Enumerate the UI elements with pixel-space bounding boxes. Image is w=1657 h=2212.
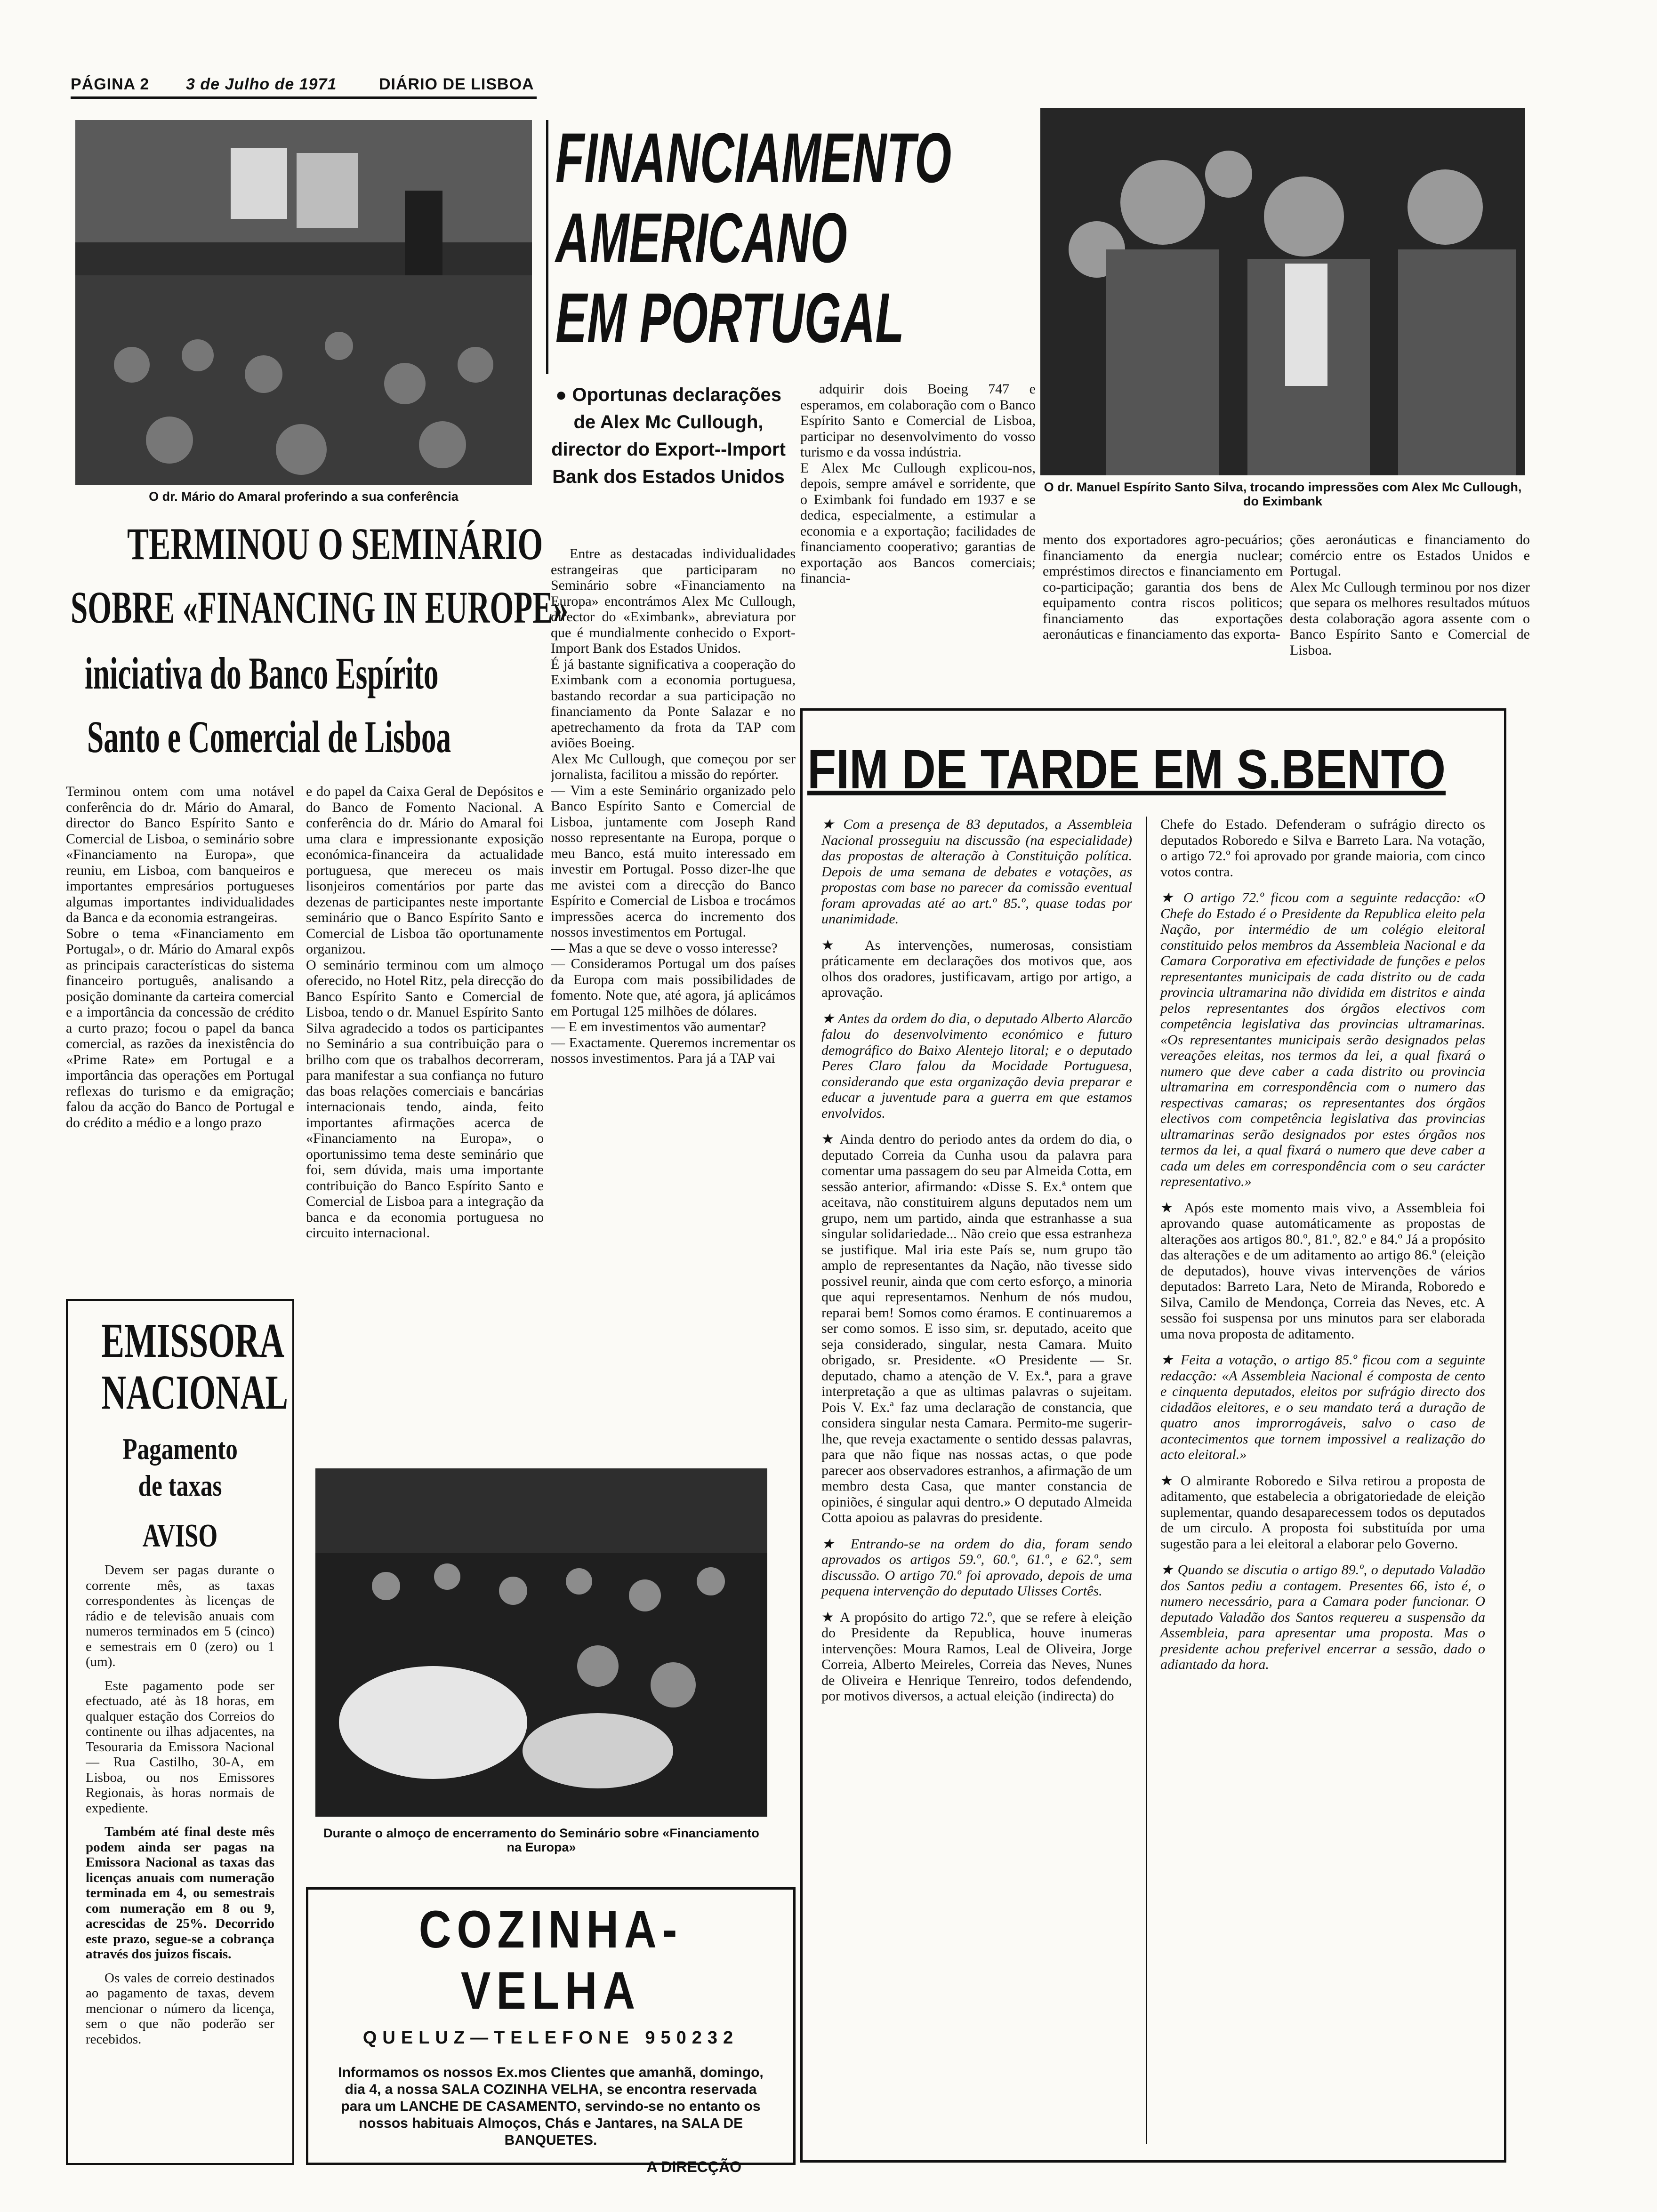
financiamento-col-c: mento dos exportadores agro-pecuários; financiamento da energia nuclear; empréstimos directos e financiamento em co-participação; garantia dos bens de equipamento contra riscos politicos; financiamento das exportações aeronáuticas e financiamento das exporta- — [1043, 532, 1283, 642]
bento-item: ★ Feita a votação, o artigo 85.º ficou com a seguinte redacção: «A Assembleia Nacional é composta de cento e cinquenta deputados, eleitos por sufrágio directo dos cidadãos eleitores, e o seu mandato terá a duração de quatro anos improrrogáveis, salvo o caso de acontecimentos que tornem impossivel a realização do acto eleitoral.» — [1160, 1352, 1485, 1463]
emissora-title-1: EMISSORA — [101, 1314, 284, 1368]
bento-item: ★ O almirante Roboredo e Silva retirou a proposta de aditamento, que estabelecia a obrigatoriedade de eleição suplementar, quando desaparecessem todos os deputados de um circulo. A proposta foi substituída por uma sugestão para a lei eleitoral a elaborar pelo Governo. — [1160, 1473, 1485, 1552]
bento-article-box — [800, 708, 1506, 2163]
issue-date: 3 de Julho de 1971 — [186, 75, 337, 93]
emissora-paragraph-1: Devem ser pagas durante o corrente mês, as taxas correspondentes às licenças de rádio e de televisão anuais com numeros terminados em 5 (cinco) e semestrais em 0 (zero) ou 1 (um). — [86, 1563, 274, 1669]
seminar-headline-line2: SOBRE «FINANCING IN EUROPE» — [71, 582, 569, 633]
financiamento-dek-text: Oportunas declarações de Alex Mc Cullough, director do Export--Import Bank dos Estados Unidos — [551, 385, 786, 487]
page-number: PÁGINA 2 — [71, 75, 150, 93]
cozinha-velha-ad-box — [306, 1887, 796, 2175]
cozinha-velha-title: COZINHA-VELHA — [418, 1900, 683, 2020]
emissora-aviso: AVISO — [142, 1518, 218, 1554]
emissora-paragraph-2: Este pagamento pode ser efectuado, até às 18 horas, em qualquer estação dos Correios do continente ou ilhas adjacentes, na Tesouraria da Emissora Nacional — Rua Castilho, 30-A, em Lisboa, ou nos Emissores Regionais, às horas normais de expediente. — [86, 1678, 274, 1816]
financiamento-col-d: ções aeronáuticas e financiamento do comércio entre os Estados Unidos e Portugal. Alex Mc Cullough terminou por nos dizer que separa os melhores resultados mútuos desta colaboração agora assente com o Banco Espírito Santo e Comercial de Lisboa. — [1290, 532, 1530, 658]
headline-side-rule — [546, 120, 548, 374]
bento-item: ★ Entrando-se na ordem do dia, foram sendo aprovados os artigos 59.º, 60.º, 61.º, e 62.º, sem discussão. O artigo 70.º foi aprovado, depois de uma pequena intervenção do deputado Ulisses Cortês. — [821, 1536, 1132, 1599]
bento-item: ★ Após este momento mais vivo, a Assembleia foi aprovando quase automáticamente as propostas de alterações aos artigos 80.º, 81.º, 82.º e 84.º Já a propósito das alterações e de um aditamento ao artigo 86.º (eleição de deputados), houve vivas intervenções de vários deputados: Barreto Lara, Neto de Miranda, Roboredo e Silva, Camilo de Mendonça, Correia das Neves, etc. A sessão foi suspensa por uns minutos para ser elaborada uma nova proposta de aditamento. — [1160, 1200, 1485, 1342]
seminar-article-col1: Terminou ontem com uma notável conferência do dr. Mário do Amaral, director do Banco Espírito Santo e Comercial de Lisboa, o seminário sobre «Financiamento na Europa», que reuniu, em Lisboa, com banqueiros e importantes empresários portugueses algumas importantes individualidades da Banca e da economia estrangeiras. Sobre o tema «Financiamento em Portugal», o dr. Mário do Amaral expôs as principais características do sistema financeiro português, analisando a posição dominante da carteira comercial e a importância da concessão de crédito a curto prazo; focou o papel da banca comercial, as razões da inexistência do «Prime Rate» em Portugal e a importância das operações em Portugal reflexas do turismo e da emigração; falou da acção do Banco de Portugal e do crédito a médio e a longo prazo — [66, 784, 294, 1130]
lunch-photo — [315, 1468, 767, 1817]
financiamento-col-a: Entre as destacadas individualidades estrangeiras que participaram no Seminário sobre «Financiamento na Europa» encontrámos Alex Mc Cullough, director do «Eximbank», abreviatura por que é mundialmente conhecido o Export-Import Bank dos Estados Unidos. É já bastante significativa a cooperação do Eximbank com a economia portuguesa, bastando recordar a sua participação no financiamento da Ponte Salazar e no apetrechamento da frota da TAP com aviões Boeing. Alex Mc Cullough, que começou por ser jornalista, facilitou a missão do repórter. — Vim a este Seminário organizado pelo Banco Espírito Santo e Comercial de Lisboa, juntamente com Joseph Rand nosso representante na Europa, porque o meu Banco, está muito interessado em investir em Portugal. Posso dizer-lhe que me avistei com a direcção do Banco Espírito e Comercial de Lisboa e trocámos impressões acerca do incremento dos nossos investimentos em Portugal. — Mas a que se deve o vosso interesse? — Consideramos Portugal um dos países da Europa com mais possibilidades de fomento. Note que, até agora, já aplicámos em Portugal 125 milhões de dólares. — E em investimentos vão aumentar? — Exactamente. Queremos incrementar os nossos investimentos. Para já a TAP vai — [551, 546, 796, 1066]
financiamento-col-b: adquirir dois Boeing 747 e esperamos, em colaboração com o Banco Espírito Santo e Comercial de Lisboa, participar no desenvolvimento do vosso turismo e da vossa indústria. E Alex Mc Cullough explicou-nos, depois, sempre amável e sorridente, que o Eximbank foi fundado em 1937 e se dedica, especialmente, a estimular a economia e a exportação; facilidades de financiamento cooperativo; garantias de exportação aos Bancos comerciais; financia- — [800, 381, 1036, 586]
bento-headline: FIM DE TARDE EM S.BENTO — [807, 738, 1446, 801]
emissora-paragraph-3: Também até final deste mês podem ainda ser pagas na Emissora Nacional as taxas das licenças anuais com numeração terminada em 4, ou semestrais com numeração em 8 ou 9, acrescidas de 25%. Decorrido este prazo, segue-se a cobrança através dos juizos fiscais. — [86, 1824, 274, 1962]
bullet-icon: ● — [555, 385, 567, 405]
emissora-sub-1: Pagamento — [122, 1432, 238, 1466]
financiamento-dek — [551, 381, 786, 490]
seminar-photo-caption: O dr. Mário do Amaral proferindo a sua conferência — [149, 489, 458, 504]
bento-item: ★ Antes da ordem do dia, o deputado Alberto Alarcão falou do desenvolvimento económico e futuro demográfico do Baixo Alentejo litoral; e o deputado Peres Claro falou da Mocidade Portuguesa, considerando que esta organização devia preparar e educar a juventude para a guerra em que estamos envolvidos. — [821, 1011, 1132, 1122]
eximbank-photo — [1040, 108, 1525, 475]
bento-column-rule — [1146, 817, 1152, 2144]
cozinha-velha-signature: A DIRECÇÃO — [646, 2158, 741, 2175]
financiamento-headline-line1: FINANCIAMENTO — [555, 118, 952, 197]
bento-right-top: Chefe do Estado. Defenderam o sufrágio directo os deputados Roboredo e Silva e Barreto Lara. Na votação, o artigo 72.º foi aprovado por grande maioria, com cinco votos contra. — [1160, 817, 1485, 880]
emissora-ad-box — [66, 1299, 294, 2165]
bento-item: ★ Quando se discutia o artigo 89.º, o deputado Valadão dos Santos pediu a contagem. Presentes 66, isto é, o numero necessário, para a Camara poder funcionar. O deputado Valadão dos Santos requereu a suspensão da Assembleia, para apresentar uma proposta. Mas o presidente achou preferivel encerrar a sessão, dado o adiantado da hora. — [1160, 1562, 1485, 1673]
bento-item: ★ As intervenções, numerosas, consistiam práticamente em declarações dos motivos que, aos olhos dos oradores, justificavam, artigo por artigo, a aprovação. — [821, 938, 1132, 1001]
header-rule — [71, 96, 537, 99]
emissora-title-2: NACIONAL — [101, 1365, 288, 1419]
emissora-sub-2: de taxas — [138, 1469, 222, 1502]
seminar-photo — [75, 120, 532, 485]
cozinha-velha-body: Informamos os nossos Ex.mos Clientes que amanhã, domingo, dia 4, a nossa SALA COZINHA VELHA, se encontra reservada para um LANCHE DE CASAMENTO, servindo-se no entanto os nossos habituais Almoços, Chás e Jantares, na SALA DE BANQUETES. — [338, 2065, 764, 2148]
seminar-article-col2: e do papel da Caixa Geral de Depósitos e do Banco de Fomento Nacional. A conferência do dr. Mário do Amaral foi uma clara e impressionante exposição económica-financeira da actualidade portuguesa, que mereceu os mais lisonjeiros comentários por parte das dezenas de participantes neste importante seminário que o Banco Espírito Santo e Comercial de Lisboa tão oportunamente organizou. O seminário terminou com um almoço oferecido, no Hotel Ritz, pela direcção do Banco Espírito Santo e Comercial de Lisboa, tendo o dr. Manuel Espírito Santo Silva agradecido a todos os participantes no Seminário a sua contribuição para o brilho com que os trabalhos decorreram, para manifestar a sua confiança no futuro das boas relações comerciais e bancárias internacionais tendo, ainda, feito importantes afirmações acerca de «Financiamento na Europa», o oportunissimo tema deste seminário que foi, sem dúvida, mais uma importante contribuição do Banco Espírito Santo e Comercial de Lisboa para a integração da banca e da economia portuguesa no circuito internacional. — [306, 784, 544, 1241]
bento-left-column — [821, 817, 1132, 1715]
emissora-paragraph-4: Os vales de correio destinados ao pagamento de taxas, devem mencionar o número da licença, sem o que não poderão ser recebidos. — [86, 1970, 274, 2047]
bento-item: ★ O artigo 72.º ficou com a seguinte redacção: «O Chefe do Estado é o Presidente da Republica eleito pela Nação, por intermédio de um colégio eleitoral constituido pelos membros da Assembleia Nacional e da Camara Corporativa em efectividade de funções e pelos representantes municipais de cada distrito ou de cada provincia ultramarina não dividida em distritos e ainda pelos representantes dos órgãos electivos com competência legislativa das provincias ultramarinas. «Os representantes municipais serão designados pelas vereações eleitas, nos termos da lei, a qual fixará o numero que deve caber a cada distrito ou provincia ultramarina em correspondência com o numero das respectivas camaras; os representantes dos órgãos electivos com competência legislativa das provincias ultramarinas serão designados por estes órgãos nos termos da lei, a qual fixará o numero que deve caber a cada um deles em correspondência com o seu carácter representativo.» — [1160, 890, 1485, 1190]
financiamento-headline-line3: EM PORTUGAL — [555, 278, 904, 357]
seminar-headline-line1: TERMINOU O SEMINÁRIO — [127, 519, 543, 569]
bento-item: ★ Com a presença de 83 deputados, a Assembleia Nacional prosseguiu na discussão (na especialidade) das propostas de alteração à Constituição política. Depois de uma semana de debates e votações, as propostas com base no parecer da comissão eventual foram aprovadas até ao art.º 85.º, quase todas por unanimidade. — [821, 817, 1132, 927]
eximbank-photo-caption: O dr. Manuel Espírito Santo Silva, trocando impressões com Alex Mc Cullough, do Eximbank — [1044, 480, 1522, 508]
financiamento-headline-line2: AMERICANO — [555, 198, 847, 277]
seminar-headline-line4: Santo e Comercial de Lisboa — [87, 712, 451, 762]
seminar-headline-line3: iniciativa do Banco Espírito — [85, 648, 439, 698]
newspaper-name: DIÁRIO DE LISBOA — [379, 75, 534, 93]
bento-right-column — [1160, 817, 1485, 1683]
bento-item: ★ Ainda dentro do periodo antes da ordem do dia, o deputado Correia da Cunha usou da palavra para comentar uma passagem do seu par Almeida Cotta, em sessão anterior, afirmando: «Disse S. Ex.ª ontem que aceitava, não constituirem alguns deputados nem um grupo, nem um partido, ainda que estranhasse a sua singular solidariedade... Não creio que essa estranheza se justifique. Mal iria este País se, num grupo tão amplo de representantes da Nação, não tivesse sido possivel reunir, ainda que com certo esforço, a minoria que aqui representamos. Nenhum de nós mudou, reparai bem! Somos como éramos. E continuaremos a ser como somos. E isso sim, sr. deputado, aceito que seja considerado, singular, nesta Camara. Muito obrigado, sr. Presidente. «O Presidente — Sr. deputado, chamo a atenção de V. Ex.ª, para a grave interpretação a que as ultimas palavras o sujeitam. Pois V. Ex.ª faz uma declaração de constancia, que considera singular nesta Camara. Permito-me sugerir-lhe, que reveja exactamente o sentido dessas palavras, para que não fique nas nossas actas, o que pode parecer aos observadores estranhos, a afirmação de um membro desta Casa, que manter constancia de opiniões, é singular aqui dentro.» O deputado Almeida Cotta apoiou as palavras do presidente. — [821, 1131, 1132, 1526]
lunch-photo-caption: Durante o almoço de encerramento do Seminário sobre «Financiamento na Europa» — [323, 1826, 759, 1854]
bento-item: ★ A propósito do artigo 72.º, que se refere à eleição do Presidente da Republica, houve inumeras intervenções: Moura Ramos, Leal de Oliveira, Jorge Correia, Alberto Meireles, Correia das Neves, Nunes de Oliveira e Henrique Tenreiro, todos defendendo, por motivos diversos, a actual eleição (indirecta) do — [821, 1610, 1132, 1704]
cozinha-velha-phone: QUELUZ—TELEFONE 950232 — [362, 2028, 739, 2048]
